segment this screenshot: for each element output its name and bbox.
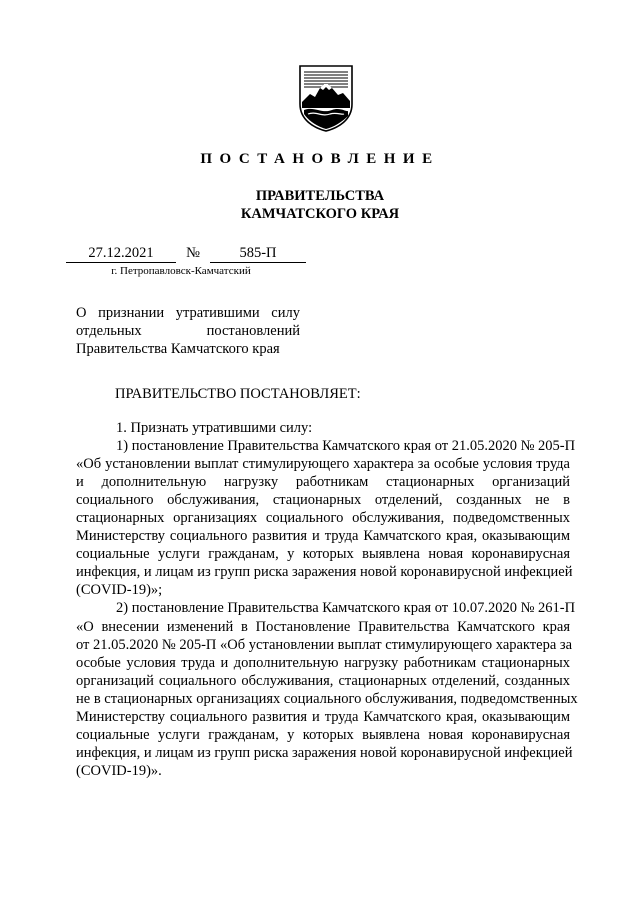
body-line: социального обслуживания, стационарных отделений, созданных не в xyxy=(76,492,570,509)
body-line: инфекция, и лицам из групп риска заражения новой коронавирусной инфекцией xyxy=(76,564,573,581)
body-line: не в стационарных организациях социального обслуживания, подведомственных xyxy=(76,690,578,707)
document-type-title: ПОСТАНОВЛЕНИЕ xyxy=(200,151,440,167)
body-line: Министерству социального развития и труда Камчатского края, оказывающим xyxy=(76,708,570,725)
issuer-heading xyxy=(0,187,640,223)
body-line: «О внесении изменений в Постановление Правительства Камчатского края xyxy=(76,618,570,635)
subject-line-1: О признании утратившими силу xyxy=(76,305,300,321)
number-underline xyxy=(210,262,306,263)
city-label: г. Петропавловск-Камчатский xyxy=(111,265,251,277)
body-line: 1) постановление Правительства Камчатского края от 21.05.2020 № 205-П xyxy=(116,438,576,455)
body-line: «Об установлении выплат стимулирующего характера за особые условия труда xyxy=(76,456,570,473)
document-number: 585-П xyxy=(239,245,277,261)
document-subject xyxy=(76,304,300,358)
body-line: социальные услуги гражданам, у которых выявлена новая коронавирусная xyxy=(76,546,570,563)
document-date: 27.12.2021 xyxy=(88,245,154,261)
issuer-line-2: КАМЧАТСКОГО КРАЯ xyxy=(240,206,400,222)
body-line: и дополнительную нагрузку работникам стационарных организаций xyxy=(76,474,570,491)
issuer-line-1: ПРАВИТЕЛЬСТВА xyxy=(255,188,385,204)
body-line: Министерству социального развития и труда Камчатского края, оказывающим xyxy=(76,528,570,545)
body-line: особые условия труда и дополнительную нагрузку работникам стационарных xyxy=(76,654,570,671)
body-line: (COVID-19)». xyxy=(76,762,162,779)
resolution-heading: ПРАВИТЕЛЬСТВО ПОСТАНОВЛЯЕТ: xyxy=(115,386,361,402)
number-sign: № xyxy=(186,245,200,261)
body-line: стационарных организациях социального обслуживания, подведомственных xyxy=(76,510,570,527)
body-line: социальные услуги гражданам, у которых выявлена новая коронавирусная xyxy=(76,726,570,743)
body-line: от 21.05.2020 № 205-П «Об установлении выплат стимулирующего характера за xyxy=(76,636,573,653)
document-body xyxy=(76,419,578,780)
date-underline xyxy=(66,262,176,263)
body-line: организаций социального обслуживания, стационарных отделений, созданных xyxy=(76,672,570,689)
body-line: 2) постановление Правительства Камчатского края от 10.07.2020 № 261-П xyxy=(116,600,576,617)
subject-line-2: отдельных постановлений xyxy=(76,323,300,339)
body-line: (COVID-19)»; xyxy=(76,582,163,599)
kamchatka-coat-of-arms-emblem xyxy=(298,64,354,132)
body-line: 1. Признать утратившими силу: xyxy=(116,420,313,436)
body-line: инфекция, и лицам из групп риска заражения новой коронавирусной инфекцией xyxy=(76,744,573,761)
subject-line-3: Правительства Камчатского края xyxy=(76,341,280,357)
